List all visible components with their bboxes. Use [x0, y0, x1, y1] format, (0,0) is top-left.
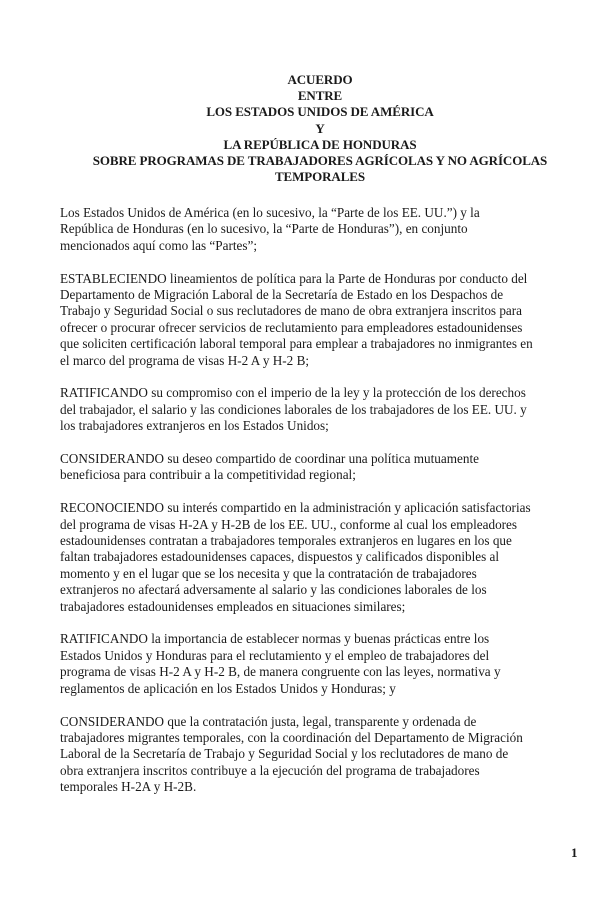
title-line: Y: [315, 120, 325, 136]
text-line: RATIFICANDO su compromiso con el imperio de la ley y la protección de los derechos: [60, 385, 526, 401]
text-line: temporales H-2A y H-2B.: [60, 779, 197, 795]
document-body: [60, 205, 582, 812]
text-line: República de Honduras (en lo sucesivo, la “Parte de Honduras”), en conjunto: [60, 221, 468, 237]
title-line: ACUERDO: [287, 72, 353, 87]
paragraph-estableciendo: [60, 271, 582, 369]
text-line: Laboral de la Secretaría de Trabajo y Seguridad Social y los reclutadores de mano de: [60, 746, 509, 762]
text-line: del programa de visas H-2A y H-2B de los EE. UU., conforme al cual los empleadores: [60, 516, 518, 532]
document-title: [40, 72, 600, 185]
paragraph-parties: [60, 205, 582, 254]
paragraph-ratificando-2: [60, 631, 582, 697]
page-number: 1: [571, 845, 578, 860]
text-line: obra extranjera inscritos contribuye a la ejecución del programa de trabajadores: [60, 762, 480, 778]
text-line: CONSIDERANDO que la contratación justa, legal, transparente y ordenada de: [60, 713, 477, 729]
text-line: ESTABLECIENDO lineamientos de política para la Parte de Honduras por conducto del: [60, 270, 528, 286]
text-line: Departamento de Migración Laboral de la Secretaría de Estado en los Despachos de: [60, 287, 504, 303]
text-line: CONSIDERANDO su deseo compartido de coordinar una política mutuamente: [60, 451, 479, 467]
title-line: LOS ESTADOS UNIDOS DE AMÉRICA: [206, 104, 434, 120]
title-line: ENTRE: [297, 88, 343, 104]
text-line: que soliciten certificación laboral temporal para emplear a trabajadores no inmigrantes en: [60, 336, 533, 352]
text-line: mencionados aquí como las “Partes”;: [60, 237, 258, 253]
text-line: RATIFICANDO la importancia de establecer normas y buenas prácticas entre los: [60, 631, 490, 647]
title-line: LA REPÚBLICA DE HONDURAS: [223, 136, 417, 152]
text-line: trabajadores estadounidenses empleados en situaciones similares;: [60, 598, 406, 614]
text-line: ofrecer o procurar ofrecer servicios de reclutamiento para empleadores estadounidenses: [60, 319, 523, 335]
text-line: los trabajadores extranjeros en los Estados Unidos;: [60, 418, 329, 434]
text-line: el marco del programa de visas H-2 A y H-2 B;: [60, 352, 310, 368]
text-line: trabajadores migrantes temporales, con la coordinación del Departamento de Migración: [60, 729, 523, 745]
text-line: momento y en el lugar que se los necesita y que la contratación de trabajadores: [60, 565, 477, 581]
title-line: SOBRE PROGRAMAS DE TRABAJADORES AGRÍCOLAS Y NO AGRÍCOLAS: [92, 153, 548, 169]
paragraph-considerando-1: [60, 451, 582, 484]
text-line: RECONOCIENDO su interés compartido en la administración y aplicación satisfactorias: [60, 500, 531, 516]
text-line: Los Estados Unidos de América (en lo sucesivo, la “Parte de los EE. UU.”) y la: [60, 205, 480, 220]
paragraph-considerando-2: [60, 714, 582, 796]
text-line: faltan trabajadores estadounidenses capaces, dispuestos y calificados disponibles al: [60, 549, 500, 565]
text-line: programa de visas H-2 A y H-2 B, de manera congruente con las leyes, normativa y: [60, 664, 501, 680]
text-line: estadounidenses contratan a trabajadores temporales extranjeros en lugares en los que: [60, 533, 512, 549]
text-line: beneficiosa para contribuir a la competitividad regional;: [60, 467, 356, 483]
text-line: Trabajo y Seguridad Social o sus reclutadores de mano de obra extranjera inscritos para: [60, 303, 523, 319]
text-line: reglamentos de aplicación en los Estados Unidos y Honduras; y: [60, 680, 396, 696]
paragraph-reconociendo: [60, 500, 582, 615]
text-line: del trabajador, el salario y las condiciones laborales de los trabajadores de los EE. UU. y: [60, 401, 527, 417]
text-line: extranjeros no afectará adversamente al salario y las condiciones laborales de los: [60, 582, 487, 598]
text-line: Estados Unidos y Honduras para el reclutamiento y el empleo de trabajadores del: [60, 647, 490, 663]
paragraph-ratificando-1: [60, 385, 582, 434]
title-line: TEMPORALES: [274, 169, 365, 185]
